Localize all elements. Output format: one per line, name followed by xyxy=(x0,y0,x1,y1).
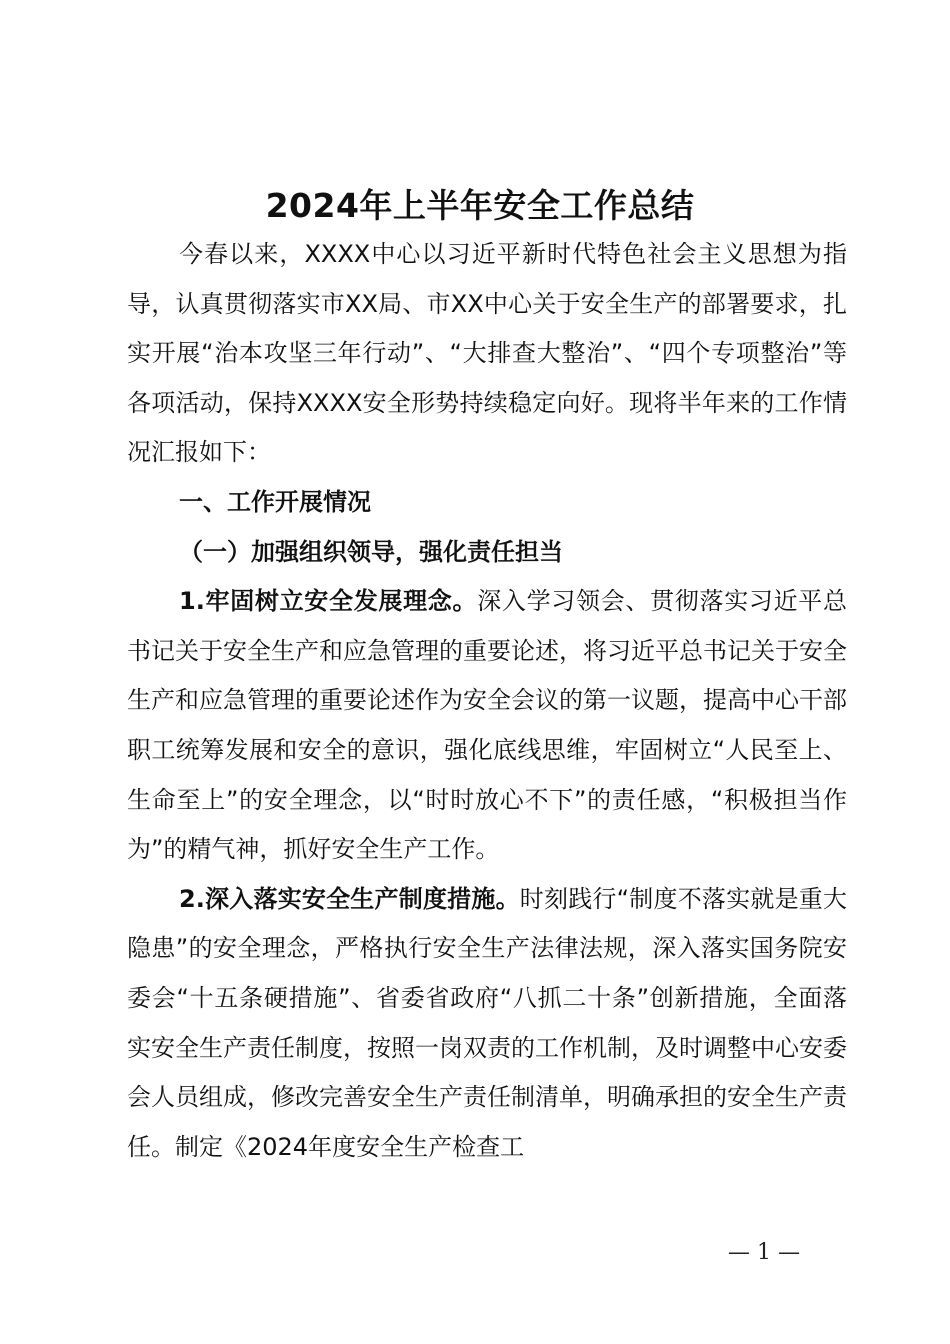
paragraph-item-1 xyxy=(127,577,847,875)
document-body xyxy=(127,230,847,1172)
document-title: 2024年上半年安全工作总结 xyxy=(265,186,695,225)
item-2-lead: 2.深入落实安全生产制度措施。 xyxy=(179,884,520,913)
item-2-text: 时刻践行“制度不落实就是重大隐患”的安全理念，严格执行安全生产法律法规，深入落实国务院安委会“十五条硬措施”、省委省政府“八抓二十条”创新措施，全面落实安全生产责任制度，按照一岗双责的工作机制，及时调整中心安委会人员组成，修改完善安全生产责任制清单，明确承担的安全生产责任。制定《2024年度安全生产检查工 xyxy=(127,884,847,1161)
subsection-heading-1: （一）加强组织领导，强化责任担当 xyxy=(179,537,563,566)
section-heading-1: 一、工作开展情况 xyxy=(179,487,371,516)
intro-paragraph: 今春以来，XXXX中心以习近平新时代特色社会主义思想为指导，认真贯彻落实市XX局、市XX中心关于安全生产的部署要求，扎实开展“治本攻坚三年行动”、“大排查大整治”、“四个专项整治”等各项活动，保持XXXX安全形势持续稳定向好。现将半年来的工作情况汇报如下： xyxy=(127,240,847,467)
item-1-text: 深入学习领会、贯彻落实习近平总书记关于安全生产和应急管理的重要论述，将习近平总书记关于安全生产和应急管理的重要论述作为安全会议的第一议题，提高中心干部职工统筹发展和安全的意识，强化底线思维，牢固树立“人民至上、生命至上”的安全理念，以“时时放心不下”的责任感，“积极担当作为”的精气神，抓好安全生产工作。 xyxy=(127,587,847,864)
page-number: — 1 — xyxy=(728,1240,800,1265)
item-1-lead: 1.牢固树立安全发展理念。 xyxy=(179,587,478,616)
paragraph-item-2 xyxy=(127,875,847,1173)
